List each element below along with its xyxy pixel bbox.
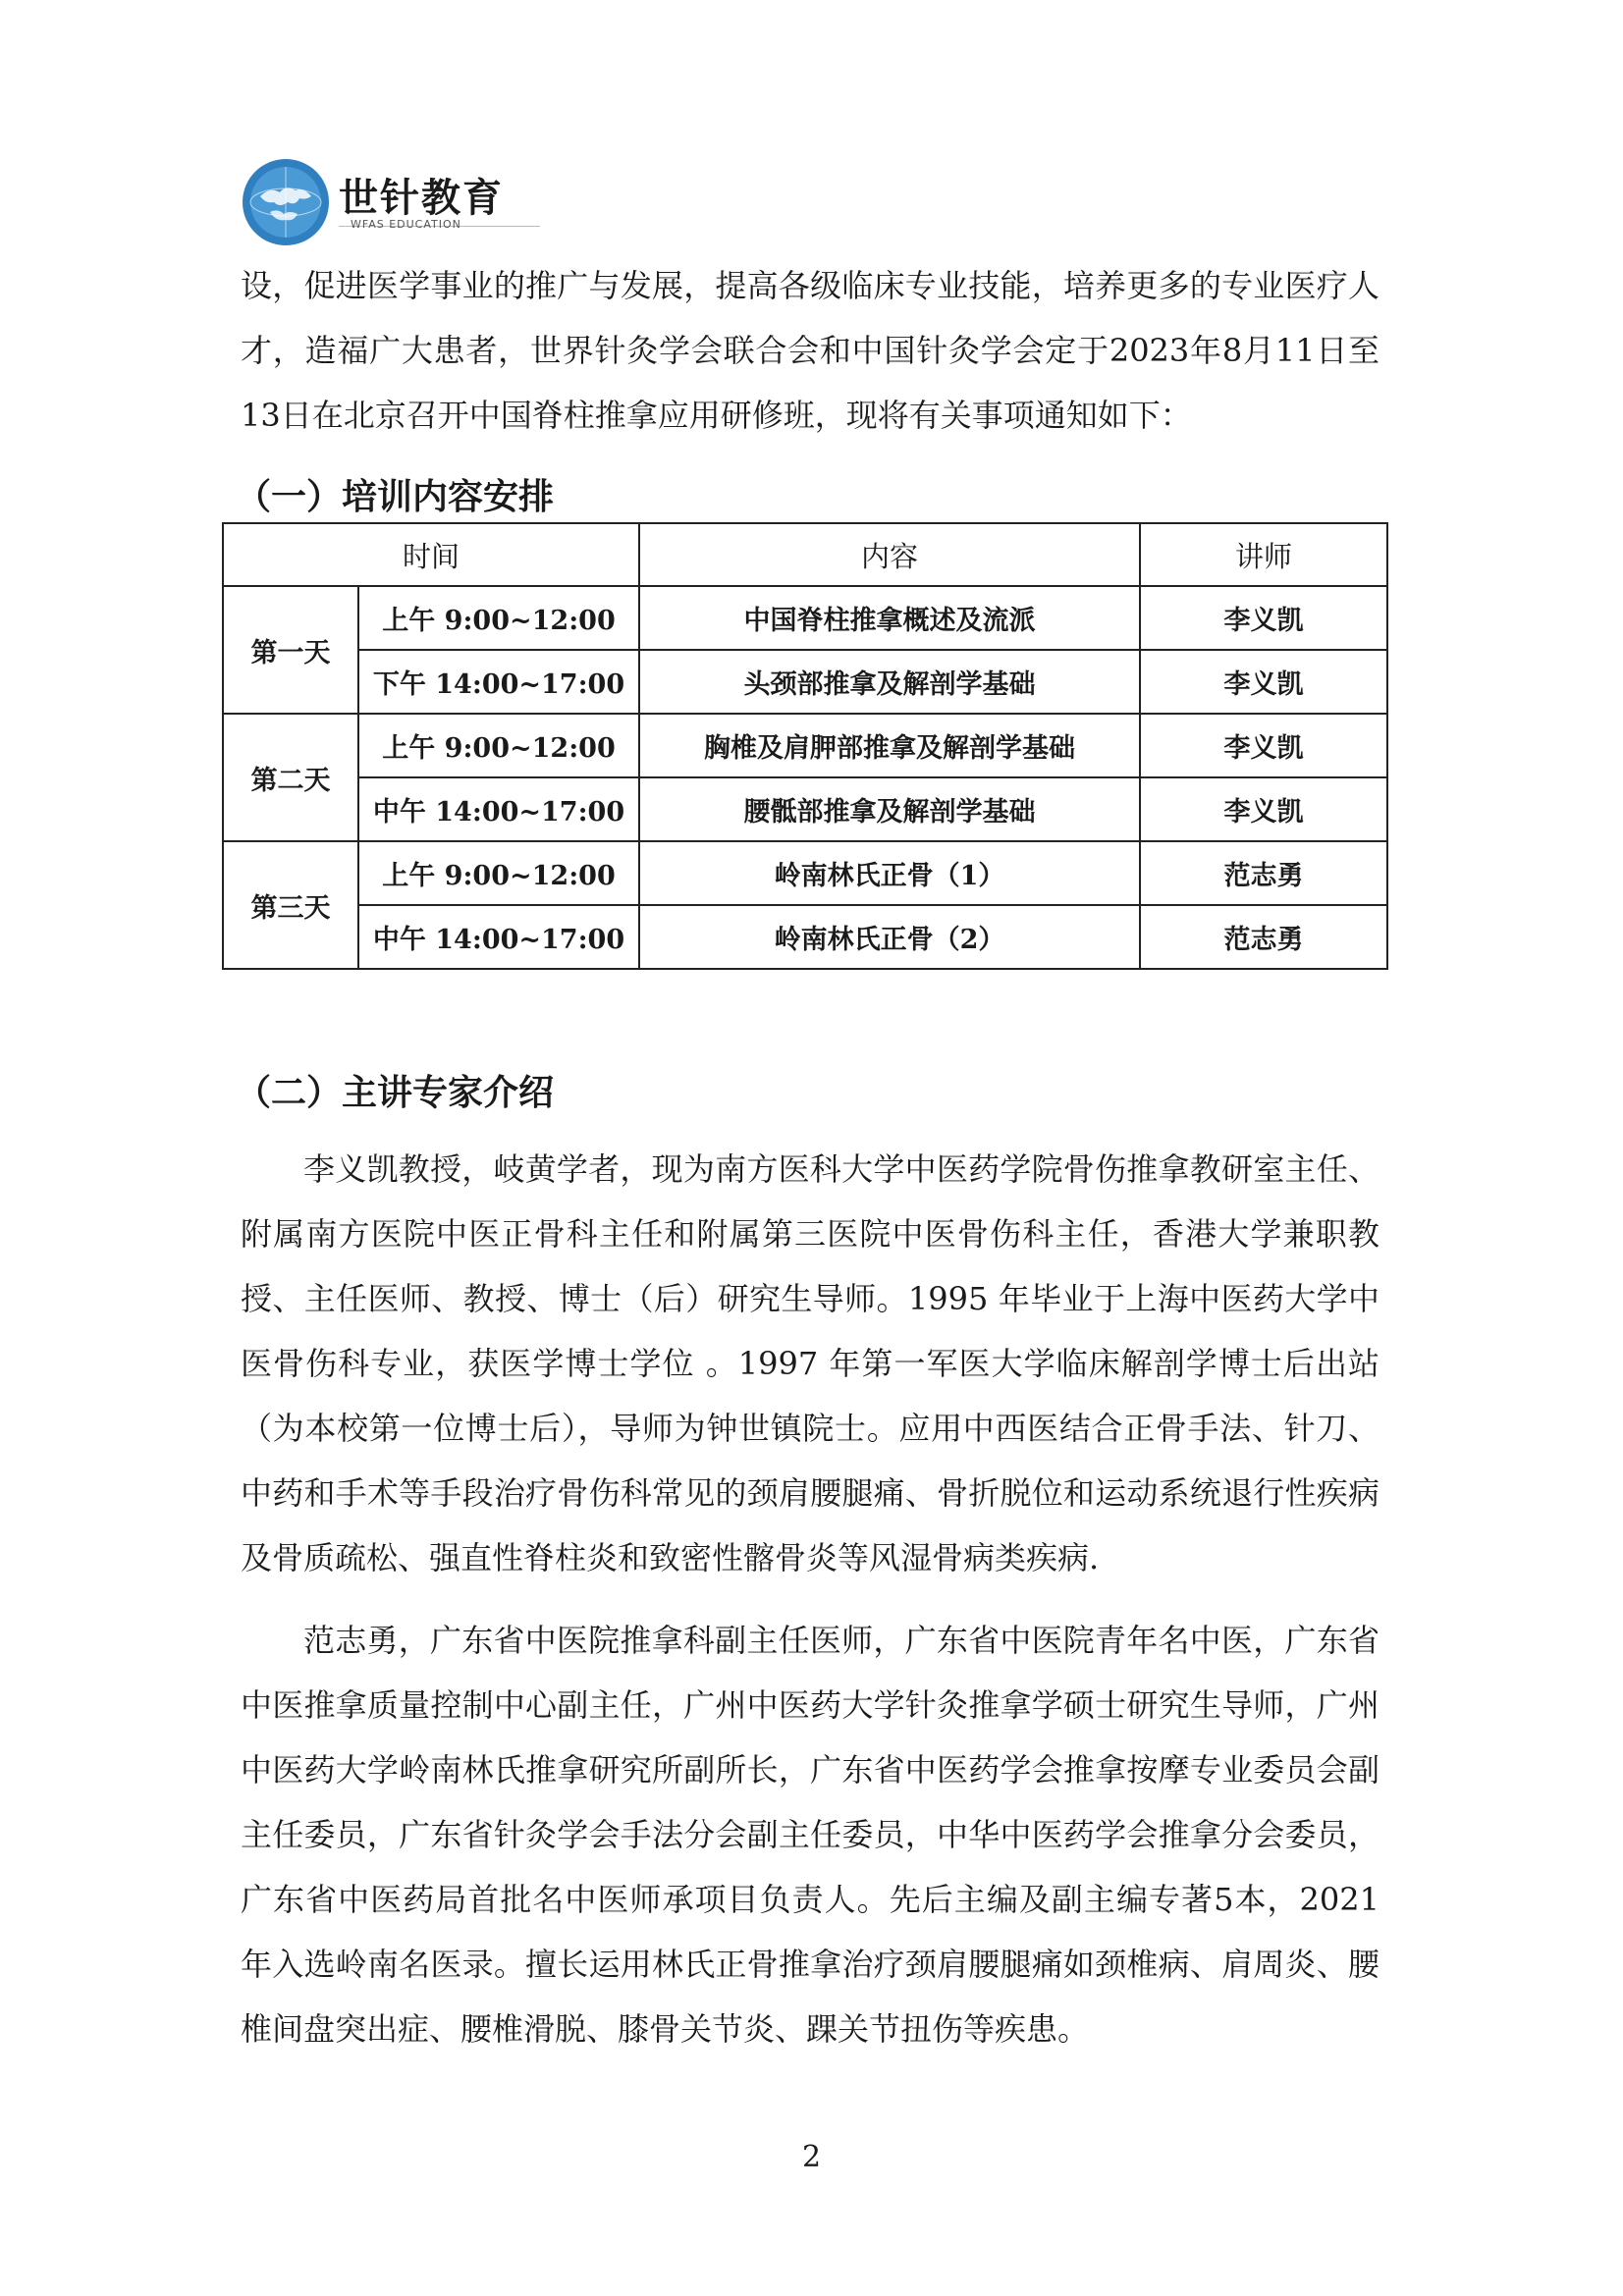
table-row [223, 650, 1387, 714]
content-cell: 头颈部推拿及解剖学基础 [639, 650, 1140, 714]
header-time: 时间 [223, 523, 639, 586]
globe-logo-icon [241, 157, 331, 247]
time-cell: 上午 9:00~12:00 [358, 841, 639, 905]
table-row [223, 841, 1387, 905]
schedule-table [222, 522, 1388, 970]
content-cell: 腰骶部推拿及解剖学基础 [639, 777, 1140, 841]
content-cell: 岭南林氏正骨（1） [639, 841, 1140, 905]
time-cell: 上午 9:00~12:00 [358, 714, 639, 777]
time-cell: 上午 9:00~12:00 [358, 586, 639, 650]
content-cell: 中国脊柱推拿概述及流派 [639, 586, 1140, 650]
lecturer-cell: 李义凯 [1140, 777, 1387, 841]
bio-paragraph-fan-zhiyong: 范志勇，广东省中医院推拿科副主任医师，广东省中医院青年名中医，广东省中医推拿质量控制中心副主任，广州中医药大学针灸推拿学硕士研究生导师，广州中医药大学岭南林氏推拿研究所副所长，广东省中医药学会推拿按摩专业委员会副主任委员，广东省针灸学会手法分会副主任委员，中华中医药学会推拿分会委员，广东省中医药局首批名中医师承项目负责人。先后主编及副主编专著5本，2021 年入选岭南名医录。擅长运用林氏正骨推拿治疗颈肩腰腿痛如颈椎病、肩周炎、腰椎间盘突出症、腰椎滑脱、膝骨关节炎、踝关节扭伤等疾患。 [241, 1622, 1380, 2048]
time-cell: 中午 14:00~17:00 [358, 777, 639, 841]
logo-subtitle: WFAS EDUCATION [351, 218, 461, 231]
lecturer-cell: 李义凯 [1140, 650, 1387, 714]
section-heading-experts: （二）主讲专家介绍 [236, 1073, 555, 1113]
table-header-row [223, 523, 1387, 586]
header-content: 内容 [639, 523, 1140, 586]
lecturer-cell: 李义凯 [1140, 586, 1387, 650]
day-cell: 第三天 [223, 841, 358, 969]
time-cell: 中午 14:00~17:00 [358, 905, 639, 969]
page-number: 2 [801, 2140, 822, 2174]
header-lecturer: 讲师 [1140, 523, 1387, 586]
day-cell: 第一天 [223, 586, 358, 714]
time-cell: 下午 14:00~17:00 [358, 650, 639, 714]
lecturer-cell: 范志勇 [1140, 905, 1387, 969]
lecturer-cell: 李义凯 [1140, 714, 1387, 777]
intro-paragraph: 设，促进医学事业的推广与发展，提高各级临床专业技能，培养更多的专业医疗人才，造福广大患者，世界针灸学会联合会和中国针灸学会定于2023年8月11日至13日在北京召开中国脊柱推拿应用研修班，现将有关事项通知如下： [241, 267, 1380, 434]
table-row [223, 905, 1387, 969]
bio-paragraph-li-yikai: 李义凯教授，岐黄学者，现为南方医科大学中医药学院骨伤推拿教研室主任、附属南方医院中医正骨科主任和附属第三医院中医骨伤科主任，香港大学兼职教授、主任医师、教授、博士（后）研究生导师。1995 年毕业于上海中医药大学中医骨伤科专业，获医学博士学位 。1997 年第一军医大学临床解剖学博士后出站（为本校第一位博士后），导师为钟世镇院士。应用中西医结合正骨手法、针刀、中药和手术等手段治疗骨伤科常见的颈肩腰腿痛、骨折脱位和运动系统退行性疾病及骨质疏松、强直性脊柱炎和致密性髂骨炎等风湿骨病类疾病. [241, 1150, 1380, 1576]
content-cell: 胸椎及肩胛部推拿及解剖学基础 [639, 714, 1140, 777]
day-cell: 第二天 [223, 714, 358, 841]
table-row [223, 777, 1387, 841]
content-cell: 岭南林氏正骨（2） [639, 905, 1140, 969]
lecturer-cell: 范志勇 [1140, 841, 1387, 905]
table-row [223, 714, 1387, 777]
table-row [223, 586, 1387, 650]
logo-title: 世针教育 [339, 176, 504, 221]
section-heading-schedule: （一）培训内容安排 [236, 477, 555, 517]
